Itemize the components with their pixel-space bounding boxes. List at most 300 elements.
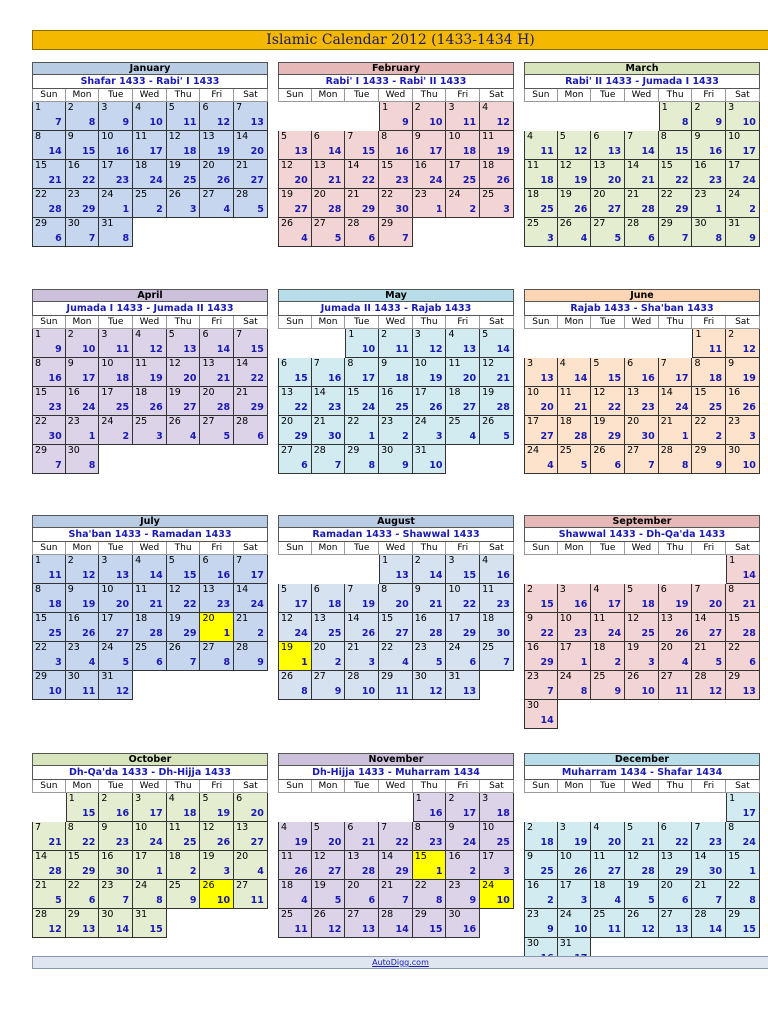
- hijri-day: 3: [580, 895, 588, 906]
- hijri-day: 1: [88, 431, 96, 442]
- day-cell: [591, 387, 625, 416]
- hijri-day: 29: [250, 402, 264, 413]
- gregorian-day: 3: [448, 102, 455, 113]
- weekday-header: [278, 780, 514, 793]
- day-cell: [99, 102, 133, 131]
- gregorian-day: 26: [168, 416, 181, 427]
- hijri-day: 23: [115, 175, 130, 186]
- gregorian-day: 9: [381, 358, 388, 369]
- gregorian-day: 10: [559, 851, 572, 862]
- weekday-label: Mon: [312, 542, 346, 555]
- day-cell: [524, 584, 558, 613]
- day-cell: [66, 131, 100, 160]
- hijri-day: 27: [183, 402, 197, 413]
- gregorian-day: 7: [627, 131, 634, 142]
- gregorian-day: 16: [67, 387, 80, 398]
- gregorian-day: 31: [728, 218, 741, 229]
- gregorian-day: 18: [593, 642, 606, 653]
- hijri-day: 10: [429, 117, 443, 128]
- day-cell: [591, 642, 625, 671]
- day-cell: [726, 358, 760, 387]
- hijri-day: 12: [149, 344, 163, 355]
- hijri-day: 11: [115, 344, 130, 355]
- hijri-day: 28: [48, 204, 62, 215]
- gregorian-day: 11: [448, 358, 461, 369]
- hijri-day: 30: [115, 866, 130, 877]
- hijri-day: 24: [149, 175, 163, 186]
- day-cell: [379, 584, 413, 613]
- hijri-day: 5: [435, 657, 443, 668]
- hijri-day: 9: [257, 657, 264, 668]
- hijri-day: 10: [149, 117, 163, 128]
- day-cell: [591, 445, 625, 474]
- day-cell: [312, 189, 346, 218]
- gregorian-day: 2: [527, 822, 534, 833]
- weekday-label: Mon: [66, 780, 100, 793]
- hijri-day: 16: [115, 808, 130, 819]
- gregorian-day: 4: [482, 102, 489, 113]
- week-row: [278, 102, 514, 131]
- day-cell: [379, 387, 413, 416]
- hijri-day: 26: [496, 175, 510, 186]
- hijri-day: 23: [216, 599, 231, 610]
- gregorian-day: 26: [593, 445, 606, 456]
- hijri-day: 14: [496, 344, 510, 355]
- weekday-label: Tue: [591, 780, 625, 793]
- hijri-range: Ramadan 1433 - Shawwal 1433: [278, 528, 514, 542]
- day-cell: [234, 822, 268, 851]
- gregorian-day: 1: [382, 555, 389, 566]
- day-cell: [234, 613, 268, 642]
- gregorian-day: 6: [202, 555, 209, 566]
- day-cell: [558, 189, 592, 218]
- weekday-label: Mon: [66, 316, 100, 329]
- empty-cell: [659, 700, 693, 729]
- day-cell: [591, 189, 625, 218]
- gregorian-day: 3: [135, 793, 142, 804]
- month-july: [32, 515, 268, 700]
- month-title: May: [278, 289, 514, 302]
- gregorian-day: 23: [381, 416, 394, 427]
- gregorian-day: 4: [281, 822, 288, 833]
- hijri-day: 1: [122, 204, 130, 215]
- day-cell: [591, 613, 625, 642]
- empty-cell: [200, 909, 234, 938]
- empty-cell: [278, 102, 312, 131]
- hijri-day: 17: [675, 373, 689, 384]
- hijri-day: 1: [223, 628, 231, 639]
- gregorian-day: 23: [527, 909, 540, 920]
- day-cell: [524, 387, 558, 416]
- weekday-label: Mon: [558, 89, 592, 102]
- day-cell: [659, 822, 693, 851]
- week-row: [32, 851, 268, 880]
- empty-cell: [625, 700, 659, 729]
- weekday-label: Wed: [379, 316, 413, 329]
- gregorian-day: 10: [101, 584, 114, 595]
- week-row: [278, 387, 514, 416]
- day-cell: [446, 189, 480, 218]
- page-title: Islamic Calendar 2012 (1433-1434 H): [32, 30, 768, 50]
- gregorian-day: 6: [347, 822, 354, 833]
- weekday-label: Tue: [345, 542, 379, 555]
- hijri-day: 29: [183, 628, 197, 639]
- weekday-label: Sun: [278, 89, 312, 102]
- gregorian-day: 13: [202, 584, 215, 595]
- gregorian-day: 12: [482, 358, 495, 369]
- hijri-day: 7: [88, 233, 96, 244]
- day-cell: [66, 387, 100, 416]
- day-cell: [625, 131, 659, 160]
- month-title: January: [32, 62, 268, 75]
- weekday-label: Thu: [167, 316, 201, 329]
- gregorian-day: 10: [728, 131, 741, 142]
- gregorian-day: 7: [236, 102, 243, 113]
- day-cell: [99, 160, 133, 189]
- gregorian-day: 31: [101, 671, 114, 682]
- day-cell: [413, 131, 447, 160]
- hijri-day: 29: [675, 866, 689, 877]
- gregorian-day: 5: [281, 131, 288, 142]
- day-cell: [625, 387, 659, 416]
- gregorian-day: 13: [236, 822, 249, 833]
- gregorian-day: 9: [527, 851, 534, 862]
- week-row: [32, 387, 268, 416]
- gregorian-day: 6: [202, 329, 209, 340]
- hijri-day: 17: [82, 373, 96, 384]
- gregorian-day: 6: [202, 102, 209, 113]
- weekday-label: Sat: [234, 780, 268, 793]
- hijri-day: 26: [574, 866, 588, 877]
- gregorian-day: 22: [347, 416, 360, 427]
- hijri-day: 4: [681, 657, 689, 668]
- empty-cell: [312, 793, 346, 822]
- day-cell: [726, 642, 760, 671]
- hijri-day: 4: [189, 431, 197, 442]
- gregorian-day: 10: [135, 822, 148, 833]
- month-september: [524, 515, 760, 729]
- gregorian-day: 19: [313, 880, 326, 891]
- day-cell: [413, 909, 447, 938]
- hijri-day: 27: [328, 866, 342, 877]
- hijri-day: 22: [675, 175, 689, 186]
- hijri-day: 13: [361, 924, 376, 935]
- gregorian-day: 2: [694, 102, 701, 113]
- day-cell: [480, 189, 514, 218]
- day-cell: [133, 822, 167, 851]
- weekday-label: Fri: [446, 542, 480, 555]
- weekday-label: Thu: [167, 780, 201, 793]
- gregorian-day: 2: [67, 329, 74, 340]
- hijri-day: 9: [402, 117, 409, 128]
- day-cell: [591, 218, 625, 247]
- gregorian-day: 9: [414, 131, 421, 142]
- hijri-day: 19: [216, 146, 231, 157]
- hijri-day: 6: [257, 431, 264, 442]
- gregorian-day: 31: [101, 218, 114, 229]
- week-row: [524, 584, 760, 613]
- hijri-day: 9: [749, 233, 756, 244]
- gregorian-day: 22: [694, 416, 707, 427]
- footer-link[interactable]: AutoDigg.com: [372, 958, 429, 967]
- gregorian-day: 20: [202, 160, 215, 171]
- day-cell: [726, 613, 760, 642]
- day-cell: [659, 218, 693, 247]
- day-cell: [66, 613, 100, 642]
- gregorian-day: 22: [728, 642, 741, 653]
- empty-cell: [133, 671, 167, 700]
- gregorian-day: 19: [281, 642, 294, 653]
- hijri-day: 30: [48, 431, 62, 442]
- day-cell: [99, 822, 133, 851]
- empty-cell: [692, 700, 726, 729]
- day-cell: [659, 613, 693, 642]
- gregorian-day: 14: [660, 387, 673, 398]
- day-cell: [625, 416, 659, 445]
- day-cell: [591, 909, 625, 938]
- weekday-label: Sun: [524, 89, 558, 102]
- weekday-label: Tue: [345, 316, 379, 329]
- hijri-day: 2: [547, 895, 554, 906]
- gregorian-day: 14: [627, 160, 640, 171]
- day-cell: [133, 416, 167, 445]
- hijri-day: 2: [749, 204, 756, 215]
- gregorian-day: 8: [35, 131, 42, 142]
- month-title: April: [32, 289, 268, 302]
- day-cell: [558, 218, 592, 247]
- hijri-day: 8: [681, 460, 689, 471]
- empty-cell: [480, 909, 514, 938]
- empty-cell: [167, 909, 201, 938]
- hijri-day: 12: [708, 686, 723, 697]
- hijri-day: 25: [395, 402, 409, 413]
- empty-cell: [312, 329, 346, 358]
- day-cell: [133, 642, 167, 671]
- gregorian-day: 30: [448, 909, 461, 920]
- week-row: [32, 218, 268, 247]
- hijri-day: 4: [301, 895, 308, 906]
- gregorian-day: 4: [135, 555, 142, 566]
- gregorian-day: 6: [313, 131, 320, 142]
- day-cell: [480, 358, 514, 387]
- hijri-day: 14: [742, 570, 756, 581]
- hijri-day: 10: [742, 460, 756, 471]
- weekday-label: Sun: [278, 542, 312, 555]
- gregorian-day: 4: [527, 131, 534, 142]
- gregorian-day: 20: [347, 880, 360, 891]
- gregorian-day: 11: [135, 131, 148, 142]
- day-cell: [726, 671, 760, 700]
- hijri-day: 26: [574, 204, 588, 215]
- hijri-day: 22: [675, 837, 689, 848]
- day-cell: [558, 160, 592, 189]
- empty-cell: [446, 218, 480, 247]
- gregorian-day: 28: [660, 445, 673, 456]
- hijri-day: 24: [429, 175, 443, 186]
- day-cell: [200, 189, 234, 218]
- day-cell: [200, 131, 234, 160]
- day-cell: [167, 329, 201, 358]
- day-cell: [200, 822, 234, 851]
- day-cell: [167, 387, 201, 416]
- day-cell: [379, 102, 413, 131]
- day-cell: [345, 445, 379, 474]
- gregorian-day: 31: [414, 445, 427, 456]
- week-row: [32, 358, 268, 387]
- footer-bar: [32, 956, 768, 969]
- gregorian-day: 1: [729, 793, 736, 804]
- hijri-day: 10: [216, 895, 231, 906]
- day-cell: [278, 822, 312, 851]
- gregorian-day: 16: [527, 880, 540, 891]
- gregorian-day: 31: [448, 671, 461, 682]
- empty-cell: [692, 793, 726, 822]
- gregorian-day: 23: [414, 642, 427, 653]
- day-cell: [200, 793, 234, 822]
- gregorian-day: 24: [559, 909, 572, 920]
- gregorian-day: 28: [347, 671, 360, 682]
- day-cell: [99, 584, 133, 613]
- gregorian-day: 2: [414, 555, 421, 566]
- hijri-day: 11: [250, 895, 264, 906]
- hijri-day: 16: [641, 373, 655, 384]
- hijri-day: 28: [496, 402, 510, 413]
- day-cell: [524, 189, 558, 218]
- gregorian-day: 19: [168, 160, 181, 171]
- day-cell: [133, 613, 167, 642]
- gregorian-day: 2: [67, 102, 74, 113]
- hijri-day: 6: [368, 233, 376, 244]
- day-cell: [524, 613, 558, 642]
- gregorian-day: 15: [728, 613, 741, 624]
- weekday-label: Tue: [99, 316, 133, 329]
- gregorian-day: 30: [527, 700, 540, 711]
- day-cell: [200, 613, 234, 642]
- week-row: [278, 218, 514, 247]
- weekday-label: Wed: [625, 89, 659, 102]
- gregorian-day: 17: [728, 160, 741, 171]
- day-cell: [524, 880, 558, 909]
- weekday-label: Thu: [659, 89, 693, 102]
- day-cell: [413, 584, 447, 613]
- day-cell: [446, 584, 480, 613]
- hijri-day: 11: [607, 924, 622, 935]
- gregorian-day: 7: [236, 329, 243, 340]
- gregorian-day: 8: [381, 131, 388, 142]
- gregorian-day: 19: [168, 613, 181, 624]
- gregorian-day: 2: [527, 584, 534, 595]
- gregorian-day: 22: [660, 189, 673, 200]
- weekday-label: Sun: [524, 316, 558, 329]
- gregorian-day: 16: [728, 387, 741, 398]
- hijri-day: 8: [368, 460, 376, 471]
- gregorian-day: 5: [627, 584, 634, 595]
- hijri-day: 18: [708, 373, 723, 384]
- gregorian-day: 29: [414, 909, 427, 920]
- gregorian-day: 28: [236, 416, 249, 427]
- day-cell: [32, 131, 66, 160]
- gregorian-day: 30: [67, 671, 80, 682]
- day-cell: [379, 358, 413, 387]
- week-row: [524, 851, 760, 880]
- day-cell: [659, 671, 693, 700]
- hijri-day: 17: [607, 599, 622, 610]
- month-title: August: [278, 515, 514, 528]
- hijri-day: 19: [675, 599, 689, 610]
- day-cell: [66, 102, 100, 131]
- day-cell: [133, 102, 167, 131]
- day-cell: [66, 445, 100, 474]
- gregorian-day: 13: [202, 358, 215, 369]
- hijri-day: 30: [328, 431, 342, 442]
- hijri-day: 2: [614, 657, 622, 668]
- hijri-day: 21: [742, 599, 756, 610]
- day-cell: [625, 189, 659, 218]
- weekday-label: Tue: [591, 316, 625, 329]
- day-cell: [480, 851, 514, 880]
- gregorian-day: 24: [448, 642, 461, 653]
- gregorian-day: 9: [101, 822, 108, 833]
- hijri-day: 18: [641, 599, 655, 610]
- gregorian-day: 27: [202, 642, 215, 653]
- gregorian-day: 22: [381, 189, 394, 200]
- month-title: September: [524, 515, 760, 528]
- hijri-day: 15: [82, 146, 96, 157]
- day-cell: [234, 793, 268, 822]
- gregorian-day: 28: [381, 909, 394, 920]
- weekday-label: Fri: [446, 316, 480, 329]
- gregorian-day: 15: [67, 851, 80, 862]
- day-cell: [726, 445, 760, 474]
- day-cell: [99, 189, 133, 218]
- empty-cell: [591, 329, 625, 358]
- gregorian-day: 15: [35, 613, 48, 624]
- day-cell: [726, 189, 760, 218]
- hijri-day: 7: [503, 657, 510, 668]
- gregorian-day: 30: [527, 938, 540, 949]
- day-cell: [692, 358, 726, 387]
- gregorian-day: 14: [35, 851, 48, 862]
- hijri-day: 19: [294, 837, 308, 848]
- weekday-label: Sat: [726, 542, 760, 555]
- gregorian-day: 16: [414, 613, 427, 624]
- day-cell: [726, 387, 760, 416]
- hijri-day: 22: [183, 599, 197, 610]
- empty-cell: [625, 329, 659, 358]
- hijri-day: 20: [462, 373, 477, 384]
- hijri-day: 11: [82, 686, 96, 697]
- week-row: [524, 793, 760, 822]
- day-cell: [66, 189, 100, 218]
- day-cell: [726, 880, 760, 909]
- day-cell: [345, 387, 379, 416]
- week-row: [32, 416, 268, 445]
- gregorian-day: 13: [660, 613, 673, 624]
- gregorian-day: 3: [101, 102, 108, 113]
- day-cell: [99, 671, 133, 700]
- day-cell: [379, 671, 413, 700]
- gregorian-day: 7: [694, 822, 701, 833]
- day-cell: [234, 584, 268, 613]
- day-cell: [413, 160, 447, 189]
- gregorian-day: 12: [627, 613, 640, 624]
- gregorian-day: 4: [593, 822, 600, 833]
- hijri-day: 9: [715, 460, 723, 471]
- hijri-day: 13: [462, 686, 477, 697]
- hijri-day: 5: [580, 460, 588, 471]
- weekday-header: [32, 89, 268, 102]
- weekday-label: Sun: [32, 89, 66, 102]
